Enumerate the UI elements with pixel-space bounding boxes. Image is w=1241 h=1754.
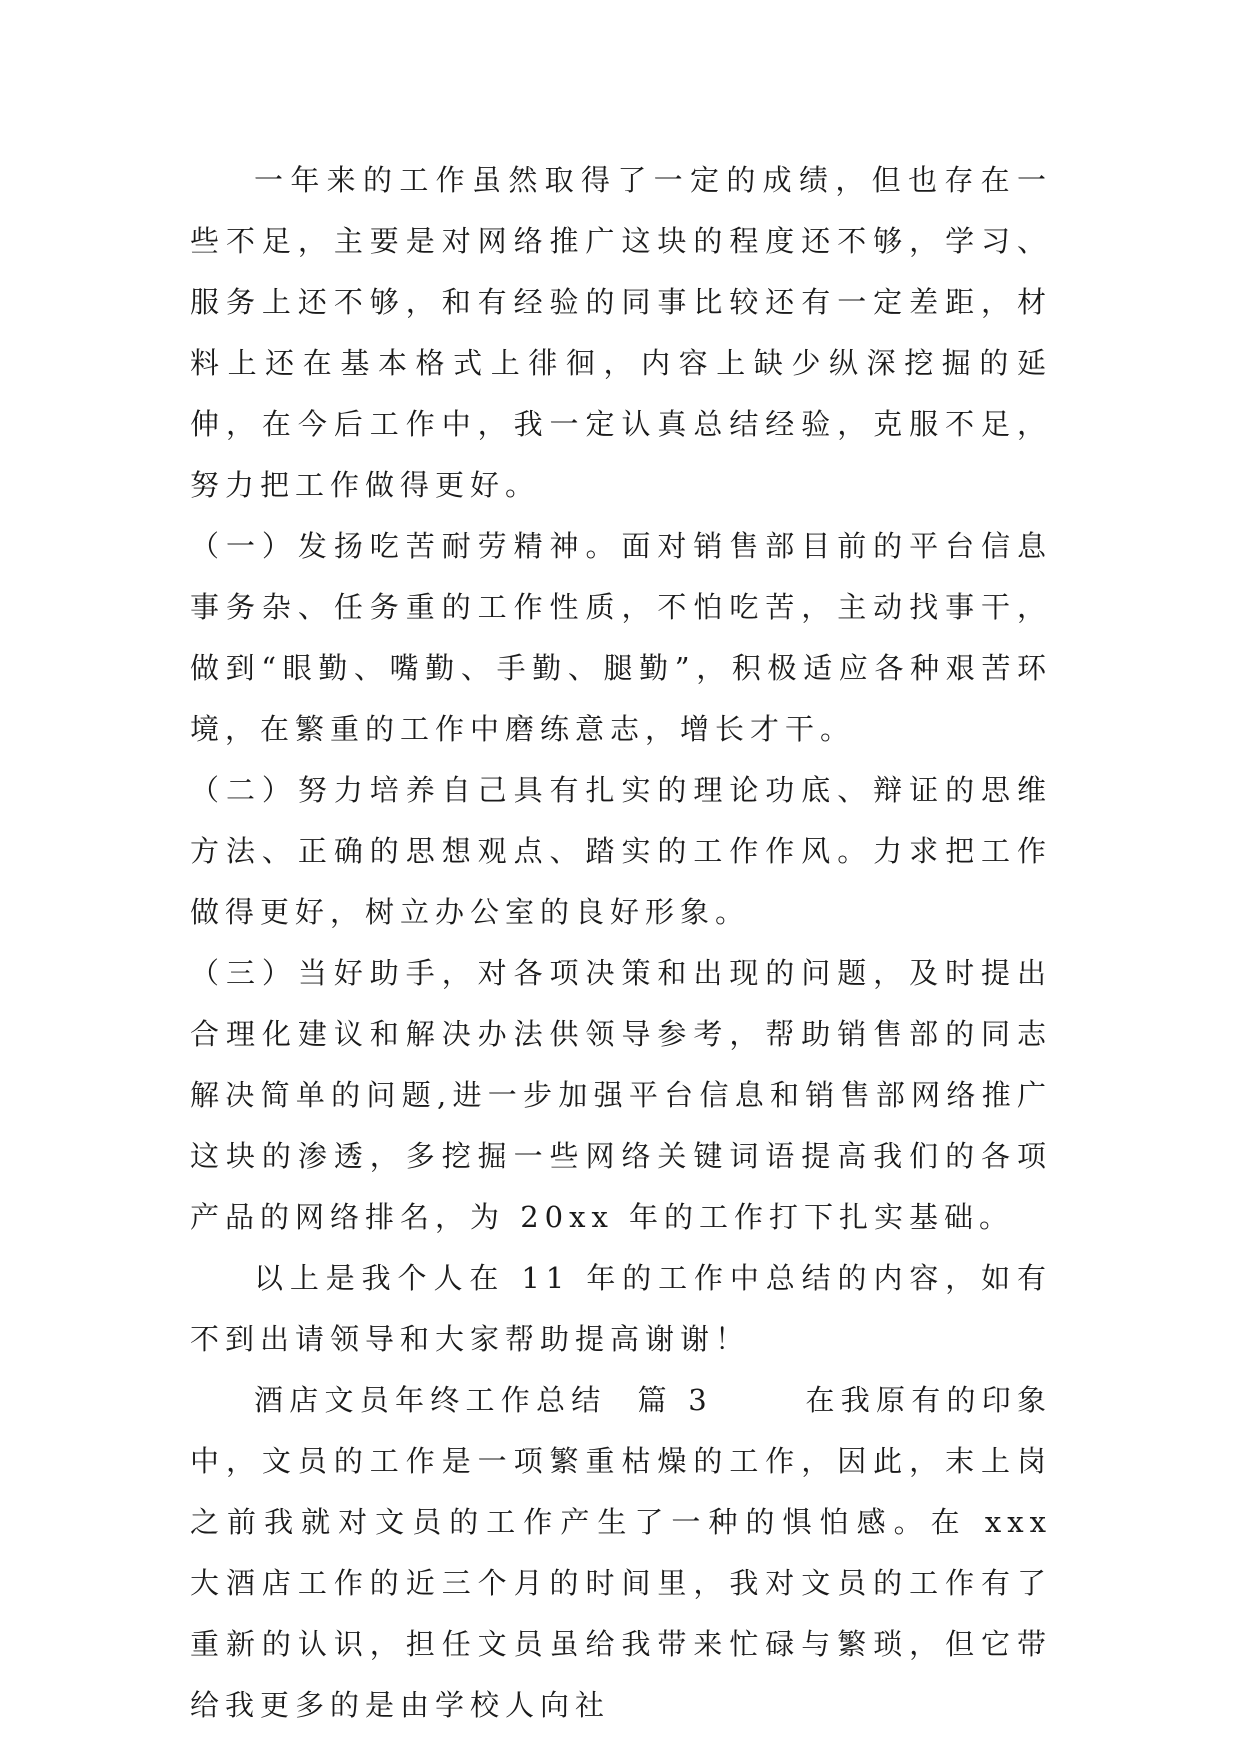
paragraph-item-3: （三）当好助手，对各项决策和出现的问题，及时提出合理化建议和解决办法供领导参考，帮助销售部的同志解决简单的问题,进一步加强平台信息和销售部网络推广这块的渗透，多挖掘一些网络关键词语提高我们的各项产品的网络排名，为 20xx 年的工作打下扎实基础。: [190, 956, 1052, 1234]
document-page: [190, 150, 1068, 1736]
paragraph-item-1: （一）发扬吃苦耐劳精神。面对销售部目前的平台信息事务杂、任务重的工作性质，不怕吃苦，主动找事干，做到“眼勤、嘴勤、手勤、腿勤”，积极适应各种艰苦环境，在繁重的工作中磨练意志，增长才干。: [190, 529, 1052, 746]
paragraph-closing: 以上是我个人在 11 年的工作中总结的内容，如有不到出请领导和大家帮助提高谢谢！: [190, 1261, 1052, 1356]
paragraph-item-2: （二）努力培养自己具有扎实的理论功底、辩证的思维方法、正确的思想观点、踏实的工作作风。力求把工作做得更好，树立办公室的良好形象。: [190, 773, 1052, 929]
paragraph-summary: 一年来的工作虽然取得了一定的成绩，但也存在一些不足，主要是对网络推广这块的程度还不够，学习、服务上还不够，和有经验的同事比较还有一定差距，材料上还在基本格式上徘徊，内容上缺少纵深挖掘的延伸，在今后工作中，我一定认真总结经验，克服不足，努力把工作做得更好。: [190, 163, 1052, 502]
paragraph-section-3: 酒店文员年终工作总结 篇 3 在我原有的印象中，文员的工作是一项繁重枯燥的工作，因此，末上岗之前我就对文员的工作产生了一种的惧怕感。在 xxx 大酒店工作的近三个月的时间里，我对文员的工作有了重新的认识，担任文员虽给我带来忙碌与繁琐，但它带给我更多的是由学校人向社: [190, 1383, 1068, 1722]
